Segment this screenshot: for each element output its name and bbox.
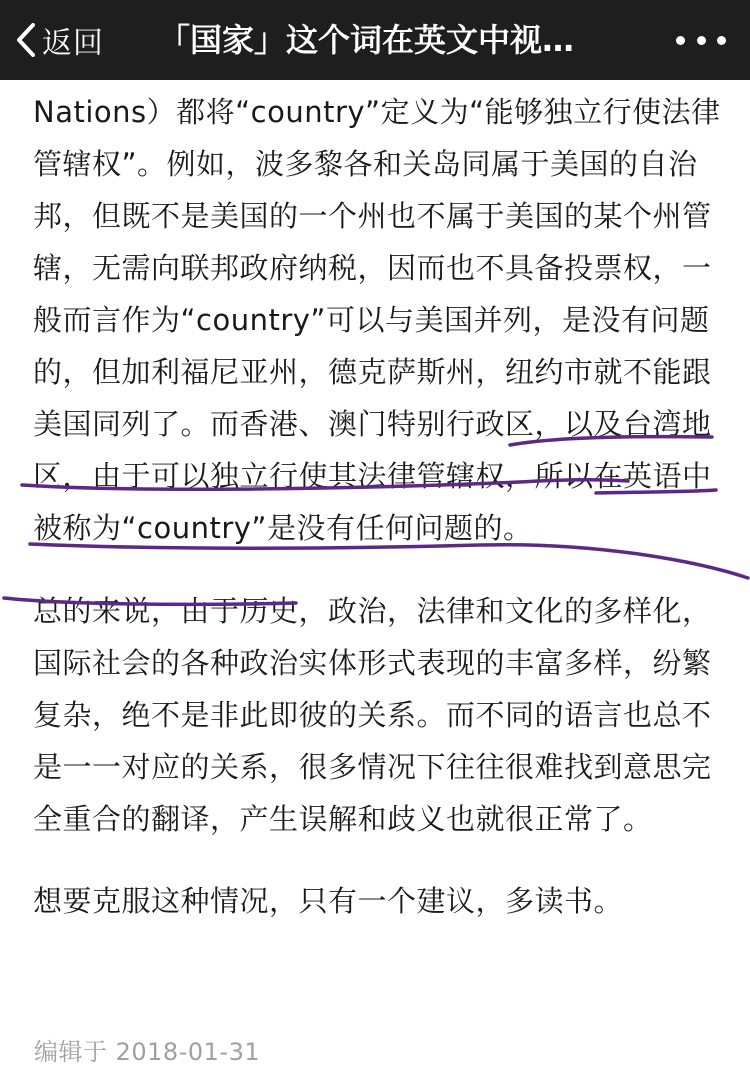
article-paragraph: 想要克服这种情况，只有一个建议，多读书。 [33, 884, 624, 918]
more-options-button[interactable] [676, 0, 726, 80]
edited-date: 编辑于 2018-01-31 [34, 1038, 261, 1066]
more-dot-icon [697, 36, 706, 45]
back-button[interactable] [14, 0, 104, 80]
article-paragraph: Nations）都将“country”定义为“能够独立行使法律管辖权”。例如，波多黎各和关岛同属于美国的自治邦，但既不是美国的一个州也不属于美国的某个州管辖，无需向联邦政府纳税，因而也不具备投票权，一般而言作为“country”可以与美国并列，是没有问题的，但加利福尼亚州，德克萨斯州，纽约市就不能跟美国同列了。而香港、澳门特别行政区，以及台湾地区，由于可以独立行使其法律管辖权，所以在英语中被称为“country”是没有任何问题的。 [33, 95, 721, 545]
chevron-left-icon [14, 22, 38, 58]
article-paragraph: 总的来说，由于历史，政治，法律和文化的多样化，国际社会的各种政治实体形式表现的丰富多样，纷繁复杂，绝不是非此即彼的关系。而不同的语言也总不是一一对应的关系，很多情况下往往很难找到意思完全重合的翻译，产生误解和歧义也就很正常了。 [33, 594, 712, 836]
more-dot-icon [676, 36, 685, 45]
article-body [33, 80, 723, 927]
top-navigation-bar [0, 0, 750, 80]
back-label: 返回 [42, 26, 104, 61]
page-title: 「国家」这个词在英文中视… [158, 21, 575, 59]
more-dot-icon [717, 36, 726, 45]
